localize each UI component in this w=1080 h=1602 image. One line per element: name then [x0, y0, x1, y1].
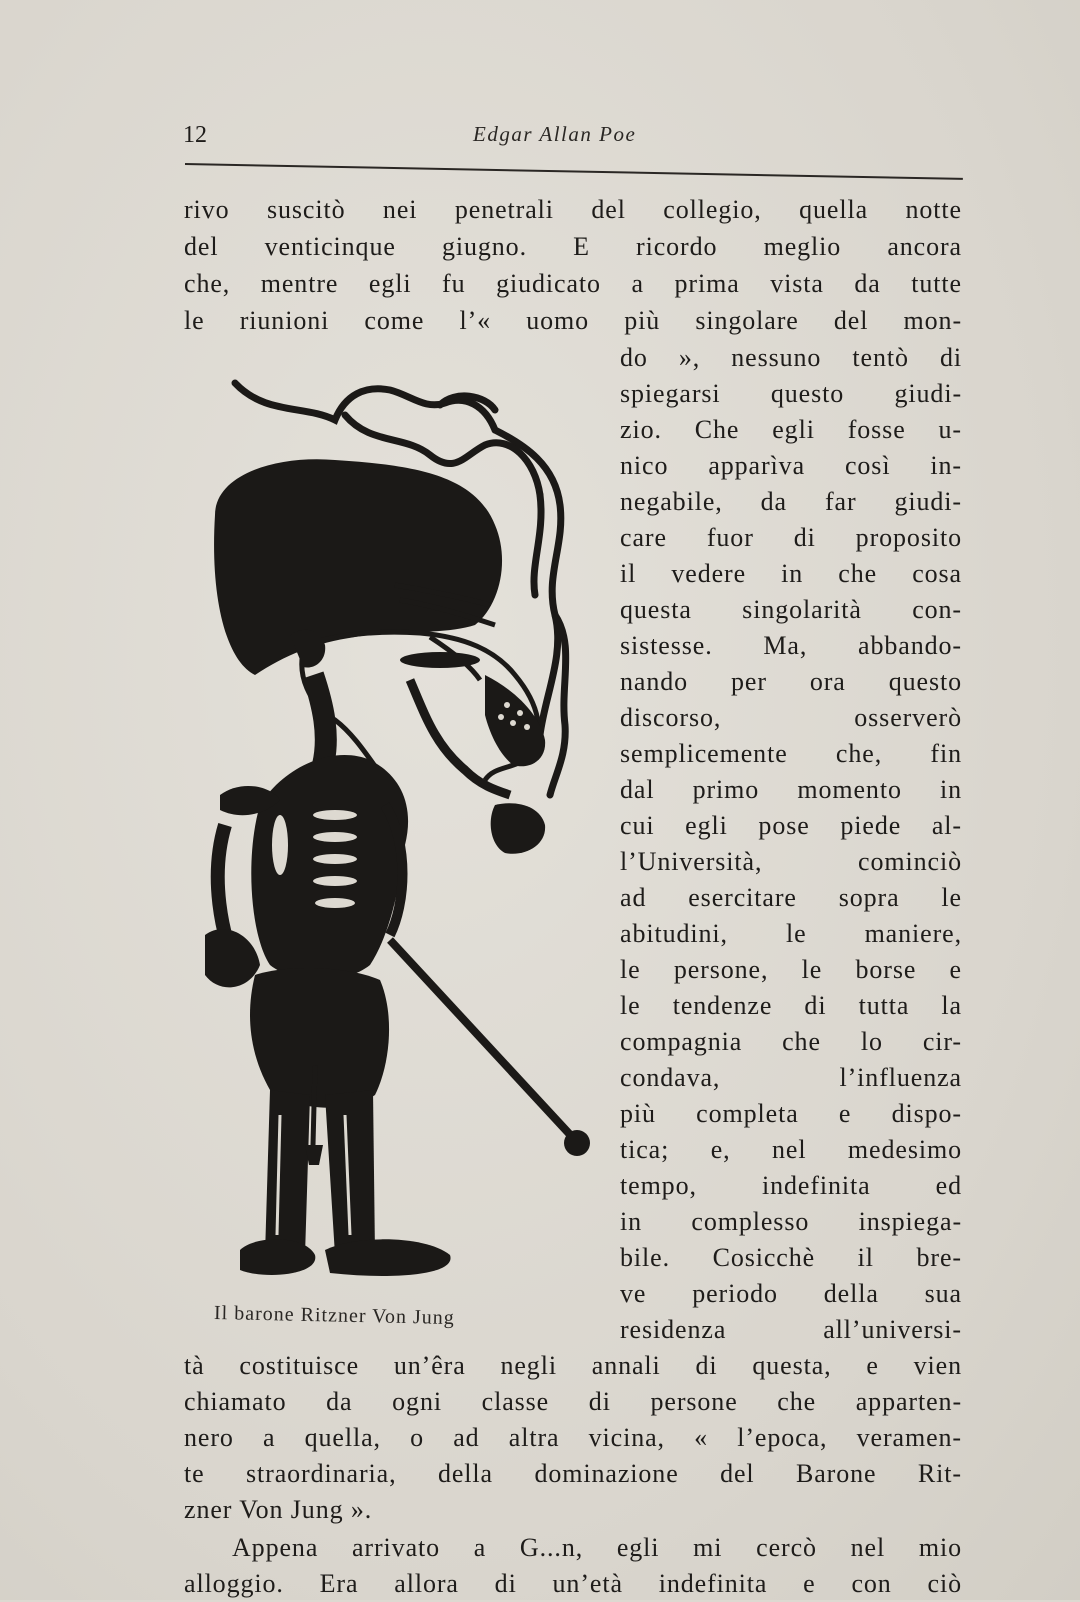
- text-line: chiamato da ogni classe di persone che apparten-: [184, 1387, 962, 1416]
- text-line: l’Università, cominciò: [620, 847, 962, 876]
- text-line: le persone, le borse e: [620, 955, 962, 984]
- page-number: 12: [183, 122, 207, 148]
- text-line: le tendenze di tutta la: [620, 991, 962, 1020]
- text-line: nico apparìva così in-: [620, 451, 962, 480]
- text-line: più completa e dispo-: [620, 1099, 962, 1128]
- text-line: dal primo momento in: [620, 775, 962, 804]
- text-line: ad esercitare sopra le: [620, 883, 962, 912]
- text-line: semplicemente che, fin: [620, 739, 962, 768]
- text-line: care fuor di proposito: [620, 523, 962, 552]
- text-line: zio. Che egli fosse u-: [620, 415, 962, 444]
- text-line: spiegarsi questo giudi-: [620, 379, 962, 408]
- text-line: condava, l’influenza: [620, 1063, 962, 1092]
- text-line: residenza all’universi-: [620, 1315, 962, 1344]
- header-rule: [185, 163, 963, 180]
- text-line: negabile, da far giudi-: [620, 487, 962, 516]
- text-line: bile. Cosicchè il bre-: [620, 1243, 962, 1272]
- text-line: sistesse. Ma, abbando-: [620, 631, 962, 660]
- text-line: rivo suscitò nei penetrali del collegio, quella notte: [184, 195, 962, 224]
- text-line: Appena arrivato a G...n, egli mi cercò nel mio: [232, 1533, 962, 1562]
- text-line: tà costituisce un’êra negli annali di questa, e vien: [184, 1351, 962, 1380]
- text-line: tempo, indefinita ed: [620, 1171, 962, 1200]
- running-title: Edgar Allan Poe: [473, 122, 637, 146]
- woodcut-caricature-baron-icon: [195, 375, 605, 1295]
- text-line: abitudini, le maniere,: [620, 919, 962, 948]
- text-line: do », nessuno tentò di: [620, 343, 962, 372]
- page-header: [183, 118, 963, 158]
- text-line: il vedere in che cosa: [620, 559, 962, 588]
- text-line: questa singolarità con-: [620, 595, 962, 624]
- text-line: in complesso inspiega-: [620, 1207, 962, 1236]
- text-line: del venticinque giugno. E ricordo meglio ancora: [184, 232, 962, 261]
- text-line: cui egli pose piede al-: [620, 811, 962, 840]
- text-line: zner Von Jung ».: [184, 1495, 373, 1524]
- text-line: alloggio. Era allora di un’età indefinita e con ciò: [184, 1569, 962, 1598]
- text-line: nero a quella, o ad altra vicina, « l’epoca, veramen-: [184, 1423, 962, 1452]
- text-line: le riunioni come l’« uomo più singolare del mon-: [184, 306, 962, 335]
- text-line: tica; e, nel medesimo: [620, 1135, 962, 1164]
- text-line: che, mentre egli fu giudicato a prima vista da tutte: [184, 269, 962, 298]
- text-line: te straordinaria, della dominazione del Barone Rit-: [184, 1459, 962, 1488]
- text-line: ve periodo della sua: [620, 1279, 962, 1308]
- text-line: nando per ora questo: [620, 667, 962, 696]
- illustration-caption: Il barone Ritzner Von Jung: [213, 1302, 455, 1330]
- text-line: compagnia che lo cir-: [620, 1027, 962, 1056]
- text-line: discorso, osserverò: [620, 703, 962, 732]
